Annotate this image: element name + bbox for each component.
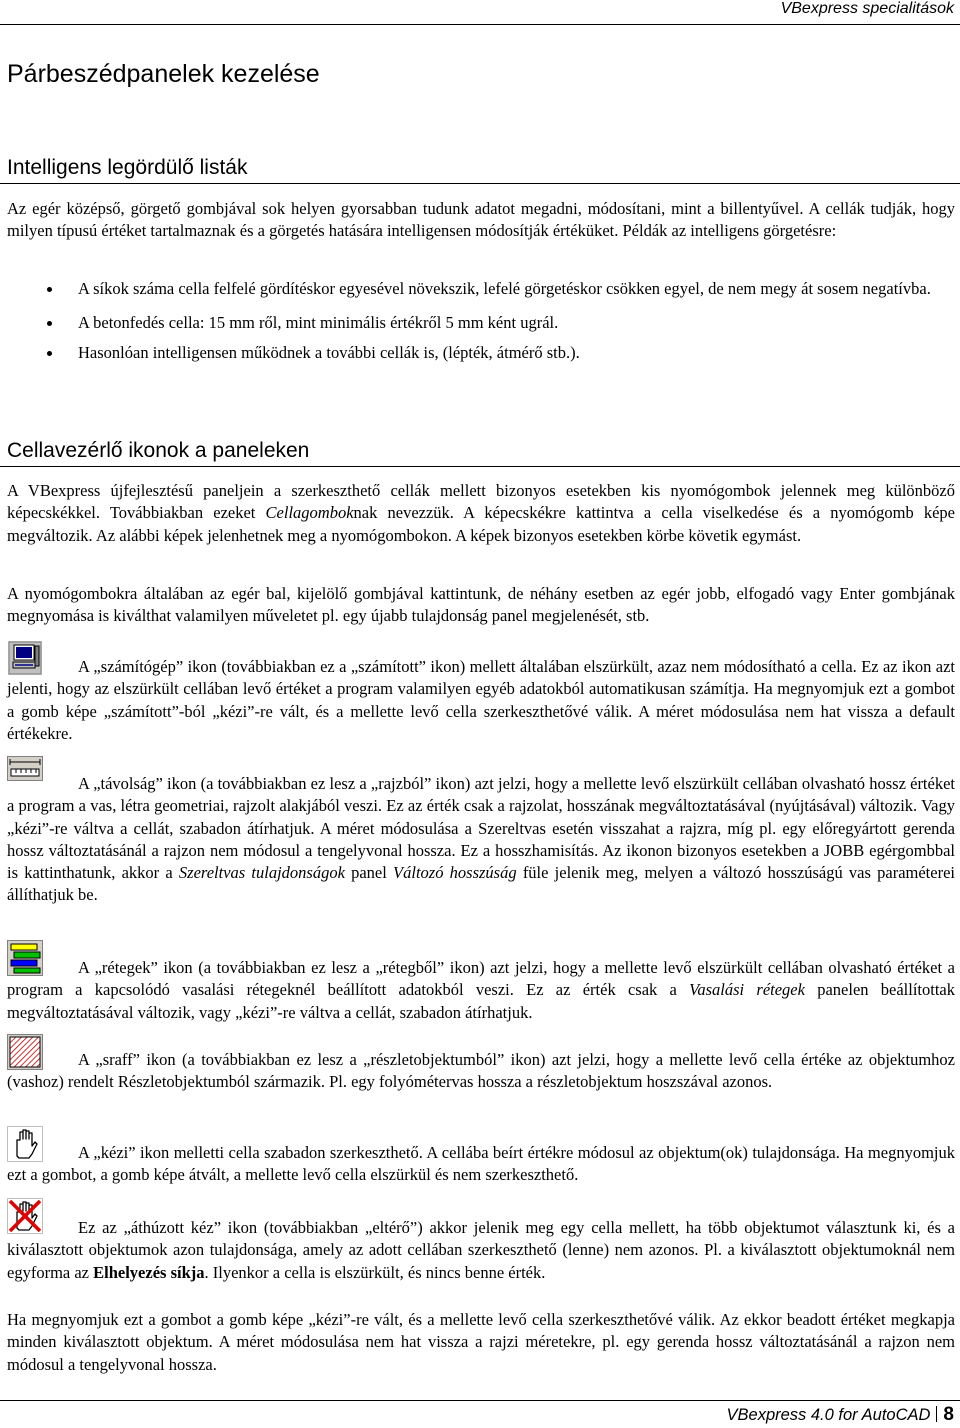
footer-product: VBexpress 4.0 for AutoCAD xyxy=(726,1406,931,1424)
layers-icon-paragraph: A „rétegek” ikon (a továbbiakban ez lesz a „rétegből” ikon) azt jelzi, hogy a mellette levő elszürkült cellában olvasható értéket a program a kapcsolódó vasalási rétegeknél beállított adatokból veszi. Ez az érték csak a Vasalási rétegek panelen beállítottak megváltoztatásával változik, vagy „kézi”-re váltva a cellát, szabadon átírhatjuk. xyxy=(7,958,956,1022)
ruler-icon-paragraph: A „távolság” ikon (a továbbiakban ez lesz a „rajzból” ikon) azt jelzi, hogy a mellette levő elszürkült cellában olvasható hossz értéket a program a vas, létra geometriai, rajzolt alakjából veszi. Ez az érték csak a rajzolat, hosszának megváltoztatásával (nyújtásával) változik. Vagy „kézi”-re váltva a cellát, szabadon átírhatjuk. A méret módosulása a Szereltvas esetén visszahat a rajzra, míg pl. egy előregyártott gerenda hossz változtatásánál a rajzon nem módosul a tengelyvonal hossza. Ez a hosszhamisítás. Az ikonon bizonyos esetekben a JOBB egérgombbal is kattinthatunk, akkor a Szereltvas tulajdonságok panel Változó hosszúság füle jelenik meg, melyen a változó hosszúságú vas paraméterei állíthatjuk be. xyxy=(7,774,955,905)
section-rule xyxy=(0,183,960,184)
mouse-buttons-paragraph: A nyomógombokra általában az egér bal, kijelölő gombjával kattintunk, de néhány esetben az egér jobb, elfogadó vagy Enter gombjának megnyomása is kiválthat valamilyen műveletet pl. egy újabb tulajdonság panel megjelenését, stb. xyxy=(7,584,955,626)
list-item: A betonfedés cella: 15 mm ről, mint minimális értékről 5 mm ként ugrál. xyxy=(7,312,955,334)
hand-icon-paragraph: A „kézi” ikon melletti cella szabadon szerkeszthető. A cellába beírt értékre módosul az objektum(ok) tulajdonsága. Ha megnyomjuk ezt a gombot, a gomb képe átvált, a mellette levő cella elszürkül és nem szerkeszthető. xyxy=(7,1143,955,1185)
bullet-icon xyxy=(47,287,52,292)
computer-icon-paragraph: A „számítógép” ikon (továbbiakban ez a „számított” ikon) mellett általában elszürkült, azaz nem módosítható a cella. Ez az ikon azt jelenti, hogy az elszürkült cellában levő értéket a program valamilyen egyéb adatokból automatikusan számítja. Ha megnyomjuk ezt a gombot a gomb képe „számított”-ból „kézi”-re vált, és a mellette levő cella szerkeszthetővé válik. A méret módosulása nem hat vissza a default értékekre. xyxy=(7,657,955,743)
example-list xyxy=(7,278,955,376)
section-heading-cell-icons: Cellavezérlő ikonok a paneleken xyxy=(7,439,310,462)
crossed-hand-paragraph: Ez az „áthúzott kéz” ikon (továbbiakban „eltérő”) akkor jelenik meg egy cella mellett, ha több objektumot választunk ki, és a kiválasztott objektumok azon tulajdonsága, amely az adott cellában szerkeszthető (lenne) nem azonos. Pl. a kiválasztott objektumoknál nem egyforma az Elhelyezés síkja. Ilyenkor a cella is elszürkült, és nincs benne érték. xyxy=(7,1218,955,1282)
footer-separator xyxy=(936,1406,937,1422)
hatch-icon-paragraph: A „sraff” ikon (a továbbiakban ez lesz a „részletobjektumból” ikon) azt jelzi, hogy a mellette levő cella értéke az objektumhoz (vashoz) rendelt Részletobjektumból származik. Pl. egy folyómétervas hossza a részletobjektum hoszszával azonos. xyxy=(7,1050,955,1092)
bullet-icon xyxy=(47,351,52,356)
section-heading-dropdowns: Intelligens legördülő listák xyxy=(7,156,248,179)
page-footer xyxy=(727,1404,954,1426)
header-rule xyxy=(0,24,960,25)
page-number: 8 xyxy=(943,1404,954,1425)
list-item: Hasonlóan intelligensen működnek a további cellák is, (lépték, átmérő stb.). xyxy=(7,342,955,364)
bullet-icon xyxy=(47,321,52,326)
cellagombok-term: Cellagombok xyxy=(265,503,354,523)
page-title: Párbeszédpanelek kezelése xyxy=(7,60,320,88)
footer-rule xyxy=(0,1400,960,1401)
section-rule xyxy=(0,466,960,467)
final-paragraph: Ha megnyomjuk ezt a gombot a gomb képe „kézi”-re vált, és a mellette levő cella szerkeszthetővé válik. Az ekkor beadott értéket megkapja minden kiválasztott objektum. A méret módosulása nem hat vissza a rajzi méretekre, pl. egy gerenda hossz változtatásánál a rajzon nem módosul a tengelyvonal hossza. xyxy=(7,1310,955,1374)
list-item: A síkok száma cella felfelé gördítéskor egyesével növekszik, lefelé görgetéskor csökken egyel, de nem megy át sosem negatívba. xyxy=(7,278,955,300)
running-header: VBexpress specialitások xyxy=(780,0,954,17)
cellbuttons-paragraph: A VBexpress újfejlesztésű paneljein a szerkeszthető cellák mellett bizonyos esetekben kis nyomógombok jelennek meg különböző képecskékkel. Továbbiakban ezeket Cellagomboknak nevezzük. A képecskékre kattintva a cella viselkedése és a nyomógomb képe megváltozik. Az alábbi képek jelenhetnek meg a nyomógombokon. A képek bizonyos esetekben körbe követik egymást. xyxy=(7,481,955,545)
intro-paragraph: Az egér középső, görgető gombjával sok helyen gyorsabban tudunk adatot megadni, módosítani, mint a billentyűvel. A cellák tudják, hogy milyen típusú értéket tartalmaznak és a görgetés hatására intelligensen módosítják értéküket. Példák az intelligens görgetésre: xyxy=(7,199,955,241)
